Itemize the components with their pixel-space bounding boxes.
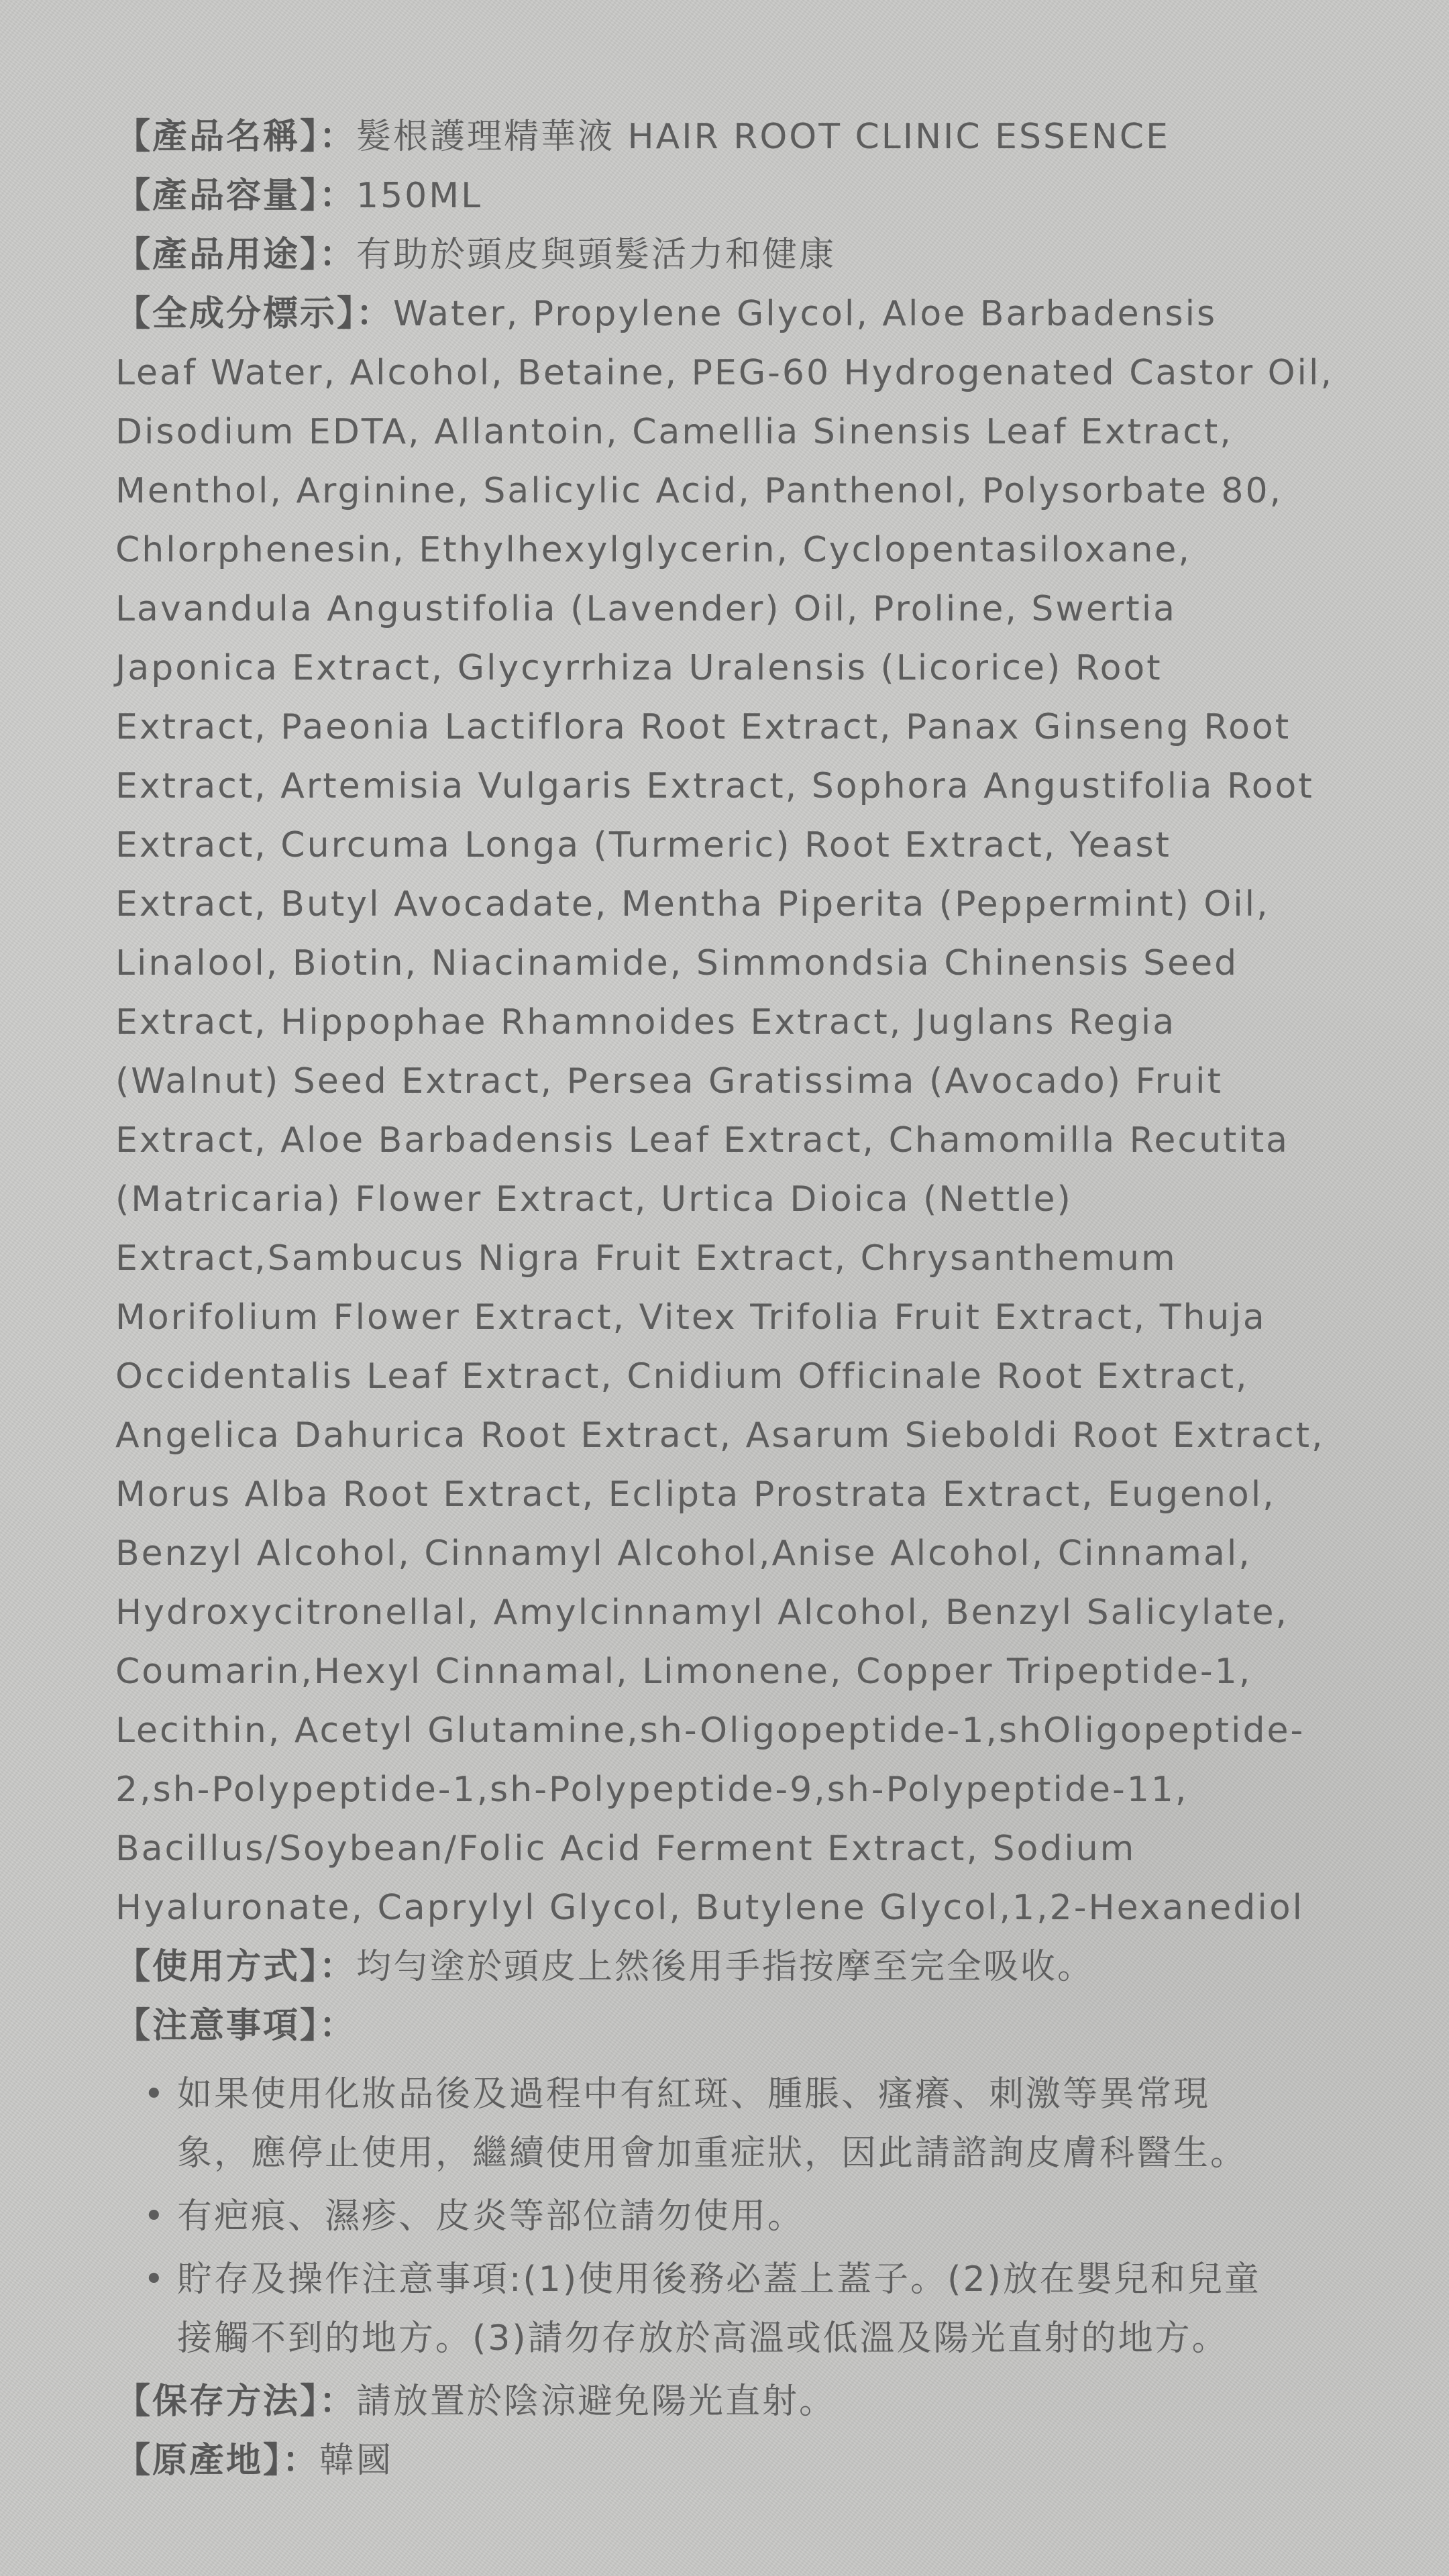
ingredients-line: Leaf Water, Alcohol, Betaine, PEG-60 Hydrogenated Castor Oil,	[115, 353, 1334, 393]
list-item	[142, 2065, 1343, 2183]
ingredients-line: (Matricaria) Flower Extract, Urtica Dioica (Nettle)	[115, 1179, 1073, 1220]
bullet-icon: •	[144, 2259, 164, 2300]
ingredients-line: Hydroxycitronellal, Amylcinnamyl Alcohol, Benzyl Salicylate,	[115, 1593, 1289, 1633]
product-capacity-row	[115, 166, 1343, 225]
ingredients-line: Extract, Butyl Avocadate, Mentha Piperita (Peppermint) Oil,	[115, 884, 1270, 924]
ingredients-line: Disodium EDTA, Allantoin, Camellia Sinensis Leaf Extract,	[115, 412, 1233, 452]
product-info-sheet	[115, 107, 1343, 2490]
product-purpose-label: 【產品用途】：	[115, 235, 357, 275]
ingredients-line: Morifolium Flower Extract, Vitex Trifolia Fruit Extract, Thuja	[115, 1297, 1267, 1338]
ingredients-line: Chlorphenesin, Ethylhexylglycerin, Cyclopentasiloxane,	[115, 530, 1191, 570]
ingredients-line: Coumarin,Hexyl Cinnamal, Limonene, Copper Tripeptide-1,	[115, 1652, 1252, 1692]
storage-value: 請放置於陰涼避免陽光直射。	[356, 2381, 837, 2422]
ingredients-line: Bacillus/Soybean/Folic Acid Ferment Extract, Sodium	[115, 1829, 1136, 1869]
ingredients-line: Morus Alba Root Extract, Eclipta Prostrata Extract, Eugenol,	[115, 1474, 1276, 1515]
ingredients-first-line	[115, 284, 1343, 343]
product-name-label: 【產品名稱】：	[115, 117, 357, 157]
caution-line: 有疤痕、濕疹、皮炎等部位請勿使用。	[177, 2196, 805, 2237]
ingredients-line: Extract, Artemisia Vulgaris Extract, Sophora Angustifolia Root	[115, 766, 1314, 806]
product-purpose-row	[115, 225, 1343, 284]
cautions-label: 【注意事項】：	[115, 2006, 357, 2046]
directions-value: 均勻塗於頭皮上然後用手指按摩至完全吸收。	[356, 1947, 1095, 1987]
list-item	[142, 2250, 1343, 2368]
ingredients-line: Extract, Hippophae Rhamnoides Extract, Juglans Regia	[115, 1002, 1177, 1042]
ingredients-line: (Walnut) Seed Extract, Persea Gratissima (Avocado) Fruit	[115, 1061, 1223, 1102]
ingredients-line: Lavandula Angustifolia (Lavender) Oil, Proline, Swertia	[115, 589, 1177, 629]
caution-line: 如果使用化妝品後及過程中有紅斑、腫脹、瘙癢、刺激等異常現	[177, 2074, 1211, 2114]
product-name-row	[115, 107, 1343, 166]
origin-label: 【原產地】：	[115, 2440, 320, 2481]
caution-line: 貯存及操作注意事項:(1)使用後務必蓋上蓋子。(2)放在嬰兒和兒童	[177, 2259, 1261, 2300]
caution-line: 接觸不到的地方。(3)請勿存放於高溫或低溫及陽光直射的地方。	[177, 2318, 1229, 2359]
ingredients-line: Linalool, Biotin, Niacinamide, Simmondsia Chinensis Seed	[115, 943, 1239, 983]
ingredients-line: Benzyl Alcohol, Cinnamyl Alcohol,Anise Alcohol, Cinnamal,	[115, 1534, 1252, 1574]
product-purpose-value: 有助於頭皮與頭髮活力和健康	[356, 235, 837, 275]
bullet-icon: •	[144, 2074, 164, 2114]
cautions-heading-row	[115, 1996, 1343, 2055]
ingredients-line: Extract,Sambucus Nigra Fruit Extract, Chrysanthemum	[115, 1238, 1177, 1279]
product-capacity-value: 150ML	[356, 176, 483, 216]
ingredients-line: Angelica Dahurica Root Extract, Asarum Sieboldi Root Extract,	[115, 1415, 1325, 1456]
ingredients-first-text: Water, Propylene Glycol, Aloe Barbadensis	[393, 294, 1218, 334]
ingredients-line: Extract, Curcuma Longa (Turmeric) Root Extract, Yeast	[115, 825, 1171, 865]
ingredients-line: Occidentalis Leaf Extract, Cnidium Officinale Root Extract,	[115, 1356, 1249, 1397]
ingredients-line: Hyaluronate, Caprylyl Glycol, Butylene Glycol,1,2-Hexanediol	[115, 1888, 1304, 1928]
ingredients-line: Extract, Aloe Barbadensis Leaf Extract, Chamomilla Recutita	[115, 1120, 1290, 1161]
directions-row	[115, 1937, 1343, 1996]
ingredients-line: Extract, Paeonia Lactiflora Root Extract, Panax Ginseng Root	[115, 707, 1291, 747]
origin-row	[115, 2431, 1343, 2490]
storage-label: 【保存方法】：	[115, 2381, 357, 2422]
ingredients-line: 2,sh-Polypeptide-1,sh-Polypeptide-9,sh-Polypeptide-11,	[115, 1770, 1189, 1810]
product-capacity-label: 【產品容量】：	[115, 176, 357, 216]
cautions-list	[115, 2065, 1343, 2368]
directions-label: 【使用方式】：	[115, 1947, 357, 1987]
ingredients-line: Japonica Extract, Glycyrrhiza Uralensis (Licorice) Root	[115, 648, 1163, 688]
product-name-value: 髮根護理精華液 HAIR ROOT CLINIC ESSENCE	[356, 117, 1170, 157]
origin-value: 韓國	[319, 2440, 394, 2481]
storage-row	[115, 2372, 1343, 2431]
ingredients-line: Lecithin, Acetyl Glutamine,sh-Oligopeptide-1,shOligopeptide-	[115, 1711, 1305, 1751]
bullet-icon: •	[144, 2196, 164, 2237]
caution-line: 象，應停止使用，繼續使用會加重症狀，因此請諮詢皮膚科醫生。	[177, 2133, 1248, 2174]
ingredients-label: 【全成分標示】：	[115, 294, 394, 334]
ingredients-line: Menthol, Arginine, Salicylic Acid, Panthenol, Polysorbate 80,	[115, 471, 1283, 511]
ingredients-section	[115, 284, 1343, 1937]
list-item	[142, 2187, 1343, 2246]
